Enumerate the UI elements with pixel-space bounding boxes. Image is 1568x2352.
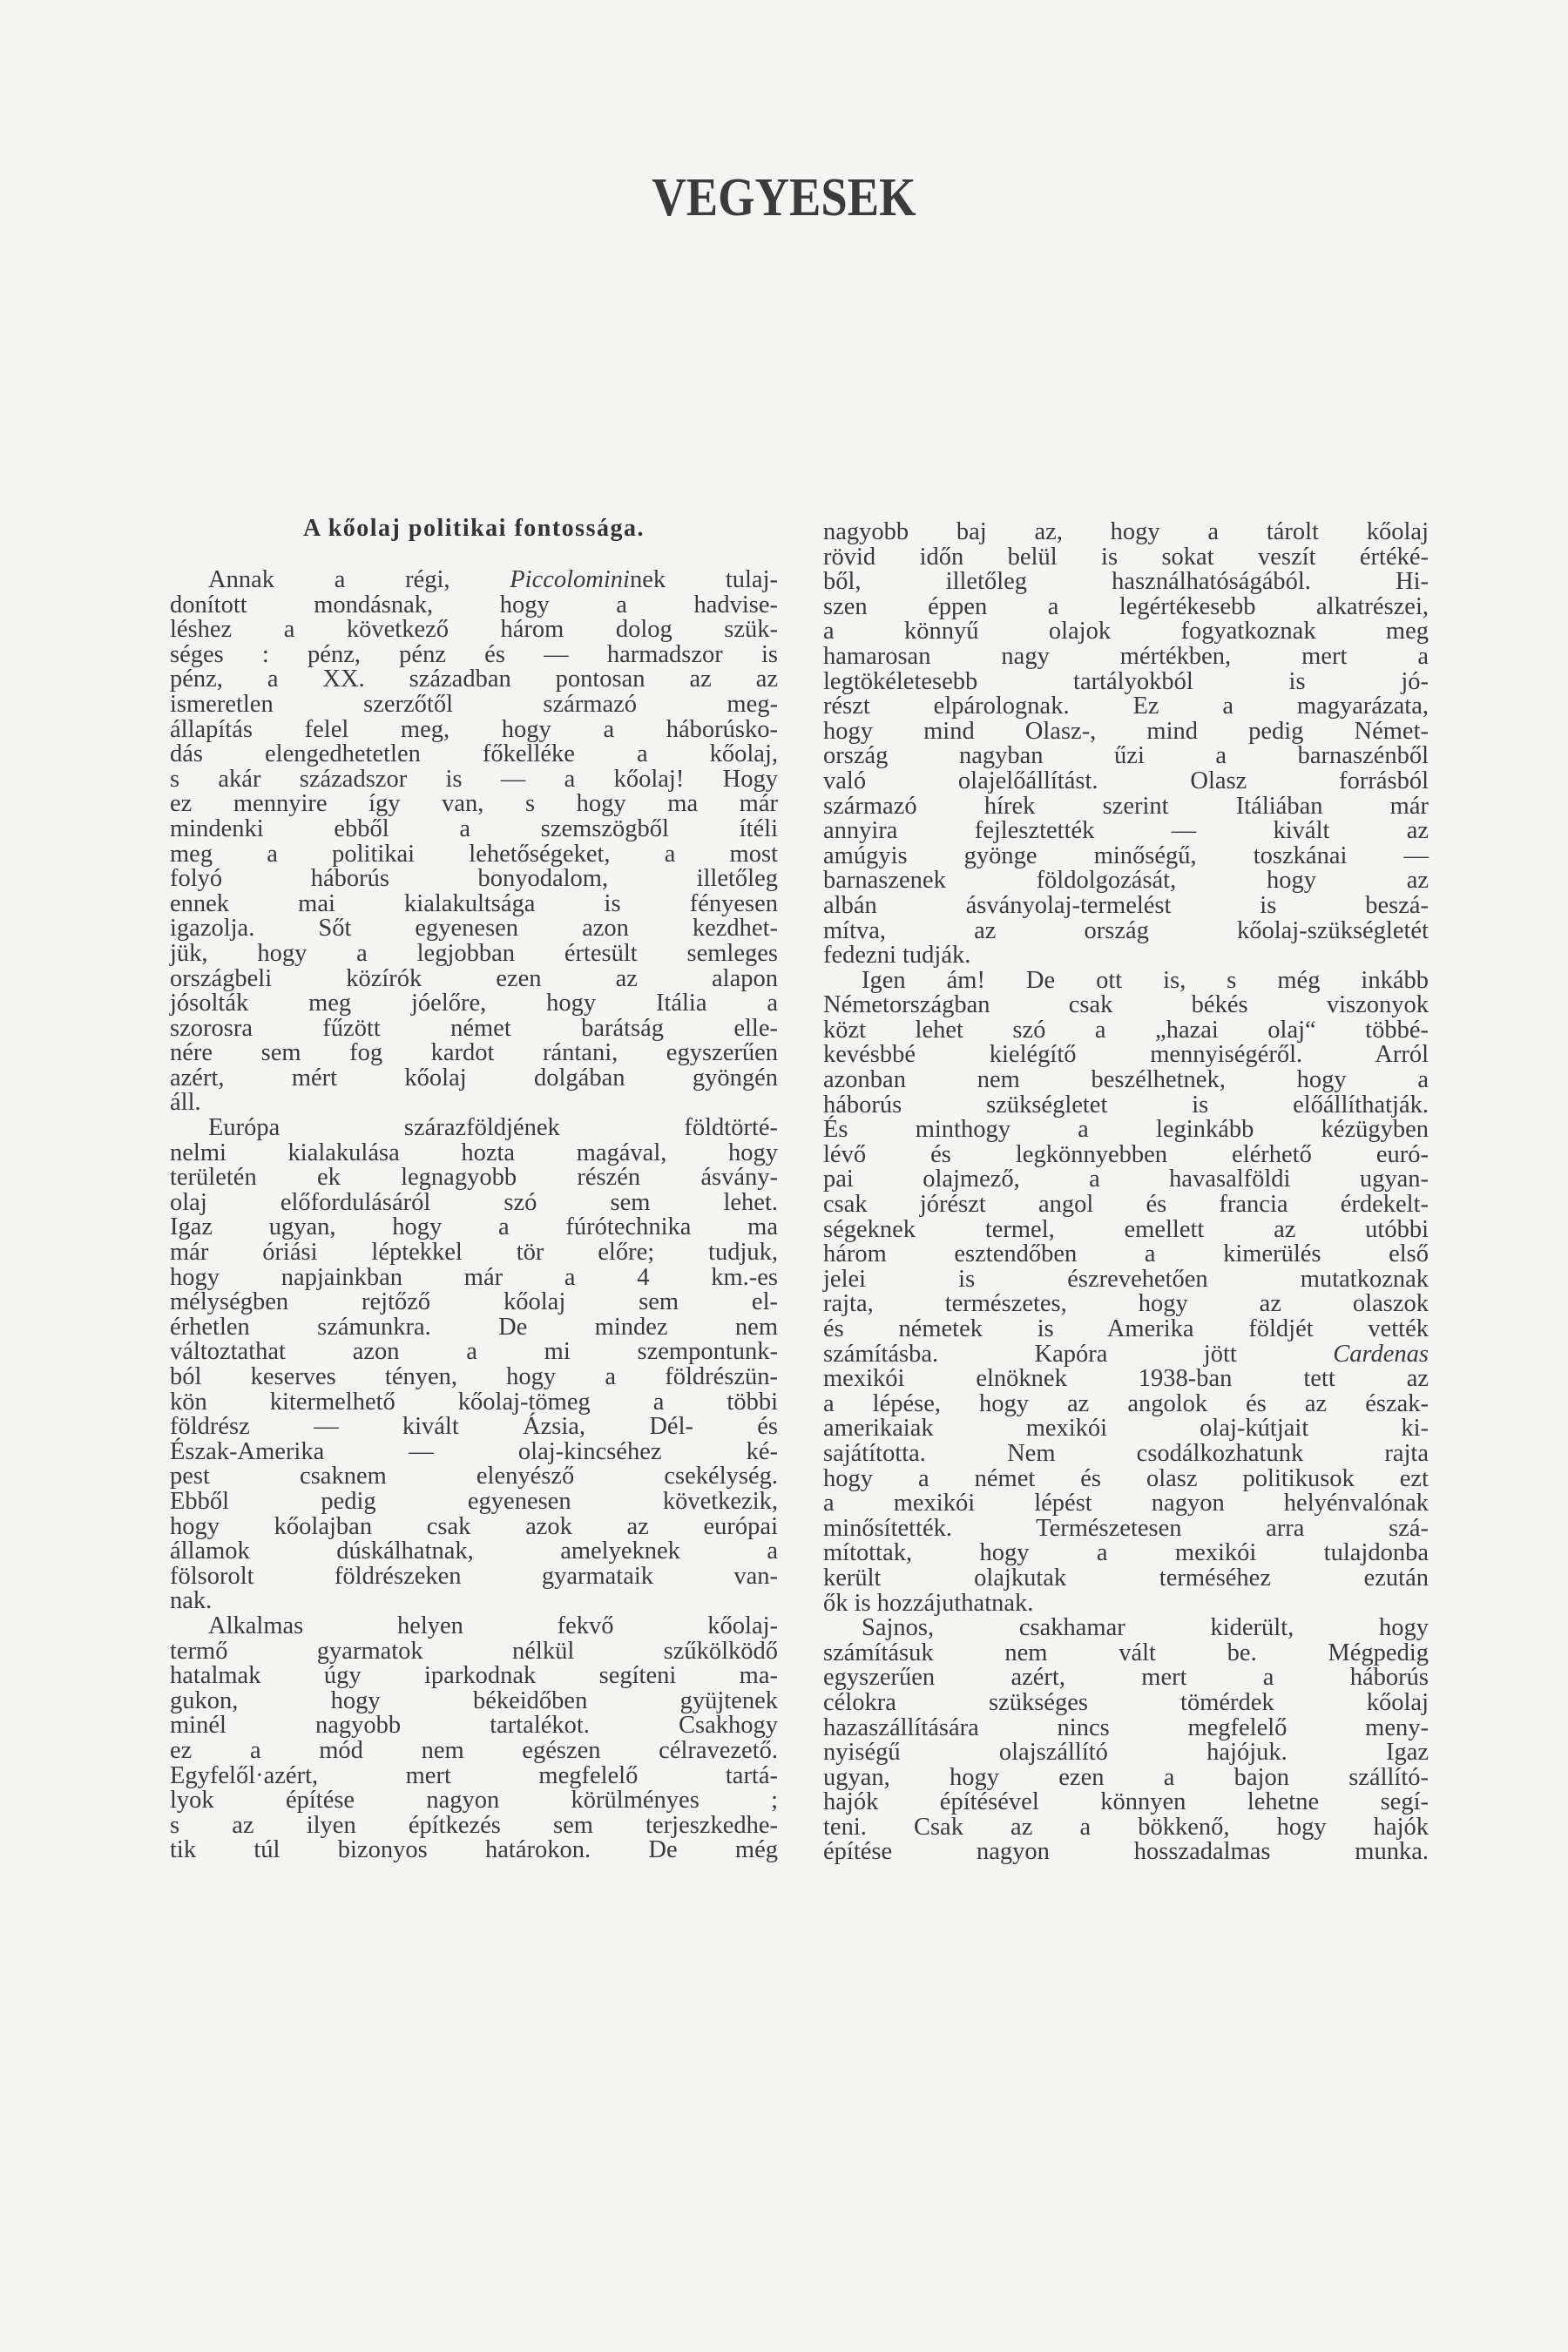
text-line: jósolták meg jóelőre, hogy Itália a — [170, 990, 778, 1017]
text-line: részt elpárolognak. Ez a magyarázata, — [823, 693, 1429, 720]
text-line: a lépése, hogy az angolok és az észak- — [823, 1389, 1429, 1417]
text-line: Igen ám! De ott is, s még inkább — [862, 966, 1429, 994]
text-fragment: nek tulaj- — [629, 566, 778, 593]
text-line: tik túl bizonyos határokon. De még — [170, 1836, 778, 1864]
text-line: fölsorolt földrészeken gyarmataik van- — [170, 1562, 778, 1590]
text-line: számításuk nem vált be. Mégpedig — [823, 1639, 1429, 1666]
page-title: VEGYESEK — [652, 168, 916, 227]
text-line: területén ek legnagyobb részén ásvány- — [170, 1164, 778, 1192]
text-line: folyó háborús bonyodalom, illetőleg — [170, 865, 778, 893]
text-line: minél nagyobb tartalékot. Csakhogy — [170, 1712, 778, 1740]
text-line: hazaszállítására nincs megfelelő meny- — [823, 1713, 1429, 1741]
text-line: mítottak, hogy a mexikói tulajdonba — [823, 1539, 1429, 1567]
text-line: azért, mért kőolaj dolgában gyöngén — [170, 1064, 778, 1092]
italic-name: Piccolomini — [510, 566, 630, 593]
text-line: Egyfelől·azért, mert megfelelő tartá- — [170, 1761, 778, 1789]
text-fragment: Annak a régi, — [208, 566, 510, 593]
text-fragment: számításba. Kapóra jött — [823, 1340, 1334, 1368]
text-line: csak jórészt angol és francia érdekelt- — [823, 1191, 1429, 1219]
text-line: való olajelőállítást. Olasz forrásból — [823, 767, 1429, 794]
text-line: változtathat azon a mi szempontunk- — [170, 1338, 778, 1366]
text-line: földrész — kivált Ázsia, Dél- és — [170, 1413, 778, 1441]
text-line: Európa szárazföldjének földtörté- — [208, 1114, 778, 1142]
text-line: barnaszenek földolgozását, hogy az — [823, 867, 1429, 895]
text-line: háborús szükségletet is előállíthatják. — [823, 1091, 1429, 1119]
article-column-left — [170, 515, 778, 1864]
text-line: célokra szükséges tömérdek kőolaj — [823, 1688, 1429, 1716]
text-line: ből, illetőleg használhatóságából. Hi- — [823, 568, 1429, 596]
text-line: dás elengedhetetlen főkelléke a kőolaj, — [170, 740, 778, 768]
text-line: hogy a német és olasz politikusok ezt — [823, 1464, 1429, 1492]
text-line: származó hírek szerint Itáliában már — [823, 792, 1429, 820]
text-line: igazolja. Sőt egyenesen azon kezdhet- — [170, 915, 778, 943]
text-line: albán ásványolaj-termelést is beszá- — [823, 891, 1429, 919]
text-line: mítva, az ország kőolaj-szükségletét — [823, 916, 1429, 944]
text-line: legtökéletesebb tartályokból is jó- — [823, 667, 1429, 695]
text-line: kevésbbé kielégítő mennyiségéről. Arról — [823, 1041, 1429, 1069]
text-line — [170, 568, 778, 593]
text-line: áll. — [170, 1089, 201, 1117]
text-line: amúgyis gyönge minőségű, toszkánai — — [823, 841, 1429, 869]
text-line: hogy napjainkban már a 4 km.-es — [170, 1263, 778, 1291]
text-line: minősítették. Természetesen arra szá- — [823, 1514, 1429, 1542]
text-line: s az ilyen építkezés sem terjeszkedhe- — [170, 1811, 778, 1839]
text-line: ez mennyire így van, s hogy ma már — [170, 790, 778, 818]
text-line: rövid időn belül is sokat veszít értéké- — [823, 543, 1429, 571]
text-line — [823, 1342, 1429, 1368]
text-line: ők is hozzájuthatnak. — [823, 1589, 1034, 1617]
text-line: ez a mód nem egészen célravezető. — [170, 1736, 778, 1764]
text-line: szorosra fűzött német barátság elle- — [170, 1014, 778, 1042]
text-line: nére sem fog kardot rántani, egyszerűen — [170, 1039, 778, 1067]
text-line: mindenki ebből a szemszögből ítéli — [170, 814, 778, 842]
text-line: donított mondásnak, hogy a hadvise- — [170, 591, 778, 618]
article-heading: A kőolaj politikai fontossága. — [303, 515, 645, 542]
italic-name: Cardenas — [1333, 1340, 1429, 1368]
text-line: sajátította. Nem csodálkozhatunk rajta — [823, 1439, 1429, 1467]
text-line: lévő és legkönnyebben elérhető euró- — [823, 1140, 1429, 1168]
text-line: hogy kőolajban csak azok az európai — [170, 1512, 778, 1540]
text-line: ország nagyban űzi a barnaszénből — [823, 742, 1429, 770]
text-line: rajta, természetes, hogy az olaszok — [823, 1290, 1429, 1318]
text-line: Igaz ugyan, hogy a fúrótechnika ma — [170, 1213, 778, 1241]
text-line: Alkalmas helyen fekvő kőolaj- — [208, 1612, 778, 1639]
text-line: gukon, hogy békeidőben gyüjtenek — [170, 1686, 778, 1714]
right-column-text — [823, 520, 1429, 1865]
text-line: építése nagyon hosszadalmas munka. — [823, 1838, 1429, 1866]
text-line: három esztendőben a kimerülés első — [823, 1240, 1429, 1268]
text-line: a mexikói lépést nagyon helyénvalónak — [823, 1490, 1429, 1517]
text-line: ugyan, hogy ezen a bajon szállító- — [823, 1763, 1429, 1791]
text-line: teni. Csak az a bökkenő, hogy hajók — [823, 1813, 1429, 1841]
text-line: nagyobb baj az, hogy a tárolt kőolaj — [823, 518, 1429, 545]
text-line: mexikói elnöknek 1938-ban tett az — [823, 1365, 1429, 1393]
text-line: már óriási léptekkel tör előre; tudjuk, — [170, 1239, 778, 1267]
text-line: meg a politikai lehetőségeket, a most — [170, 840, 778, 868]
text-line: hogy mind Olasz-, mind pedig Német- — [823, 717, 1429, 745]
text-line: nyiségű olajszállító hajójuk. Igaz — [823, 1739, 1429, 1767]
text-line: hajók építésével könnyen lehetne segí- — [823, 1788, 1429, 1816]
text-line: Észak-Amerika — olaj-kincséhez ké- — [170, 1437, 778, 1465]
text-line: került olajkutak terméséhez ezután — [823, 1564, 1429, 1592]
text-line: országbeli közírók ezen az alapon — [170, 964, 778, 992]
text-line: séges : pénz, pénz és — harmadszor is — [170, 640, 778, 668]
text-line: pai olajmező, a havasalföldi ugyan- — [823, 1166, 1429, 1193]
text-line: Sajnos, csakhamar kiderült, hogy — [862, 1614, 1429, 1642]
text-line: érhetlen számunkra. De mindez nem — [170, 1313, 778, 1341]
text-line: És minthogy a leginkább kézügyben — [823, 1116, 1429, 1144]
text-line: ennek mai kialakultsága is fényesen — [170, 889, 778, 917]
text-line: s akár századszor is — a kőolaj! Hogy — [170, 765, 778, 793]
text-line: Ebből pedig egyenesen következik, — [170, 1487, 778, 1515]
text-line: jük, hogy a legjobban értesült semleges — [170, 939, 778, 967]
text-line: közt lehet szó a „hazai olaj“ többé- — [823, 1016, 1429, 1044]
text-line: azonban nem beszélhetnek, hogy a — [823, 1066, 1429, 1094]
text-line: ból keserves tényen, hogy a földrészün- — [170, 1363, 778, 1390]
text-line: nelmi kialakulása hozta magával, hogy — [170, 1139, 778, 1166]
text-line: kön kitermelhető kőolaj-tömeg a többi — [170, 1388, 778, 1416]
text-line: a könnyű olajok fogyatkoznak meg — [823, 618, 1429, 645]
text-line: állapítás felel meg, hogy a háborúsko- — [170, 715, 778, 743]
text-line: ismeretlen szerzőtől származó meg- — [170, 690, 778, 718]
text-line: lyok építése nagyon körülményes ; — [170, 1787, 778, 1815]
text-line: hamarosan nagy mértékben, mert a — [823, 642, 1429, 670]
text-line: léshez a következő három dolog szük- — [170, 616, 778, 644]
text-line: amerikaiak mexikói olaj-kútjait ki- — [823, 1415, 1429, 1443]
text-line: egyszerűen azért, mert a háborús — [823, 1664, 1429, 1692]
text-line: államok dúskálhatnak, amelyeknek a — [170, 1538, 778, 1565]
text-line: szen éppen a legértékesebb alkatrészei, — [823, 592, 1429, 620]
text-line: hatalmak úgy iparkodnak segíteni ma- — [170, 1662, 778, 1690]
text-line: pest csaknem elenyésző csekélység. — [170, 1463, 778, 1490]
text-line: jelei is észrevehetően mutatkoznak — [823, 1265, 1429, 1293]
left-column-text — [170, 568, 778, 1863]
text-line: pénz, a XX. században pontosan az az — [170, 666, 778, 693]
text-line: fedezni tudják. — [823, 942, 971, 970]
text-line: annyira fejlesztették — kivált az — [823, 817, 1429, 845]
article-column-right — [823, 520, 1429, 1865]
text-line: ségeknek termel, emellett az utóbbi — [823, 1215, 1429, 1243]
text-line: termő gyarmatok nélkül szűkölködő — [170, 1637, 778, 1665]
text-line: mélységben rejtőző kőolaj sem el- — [170, 1288, 778, 1316]
text-line: olaj előfordulásáról szó sem lehet. — [170, 1188, 778, 1216]
text-line: Németországban csak békés viszonyok — [823, 991, 1429, 1019]
text-line: nak. — [170, 1587, 213, 1615]
text-line: és németek is Amerika földjét vették — [823, 1315, 1429, 1342]
